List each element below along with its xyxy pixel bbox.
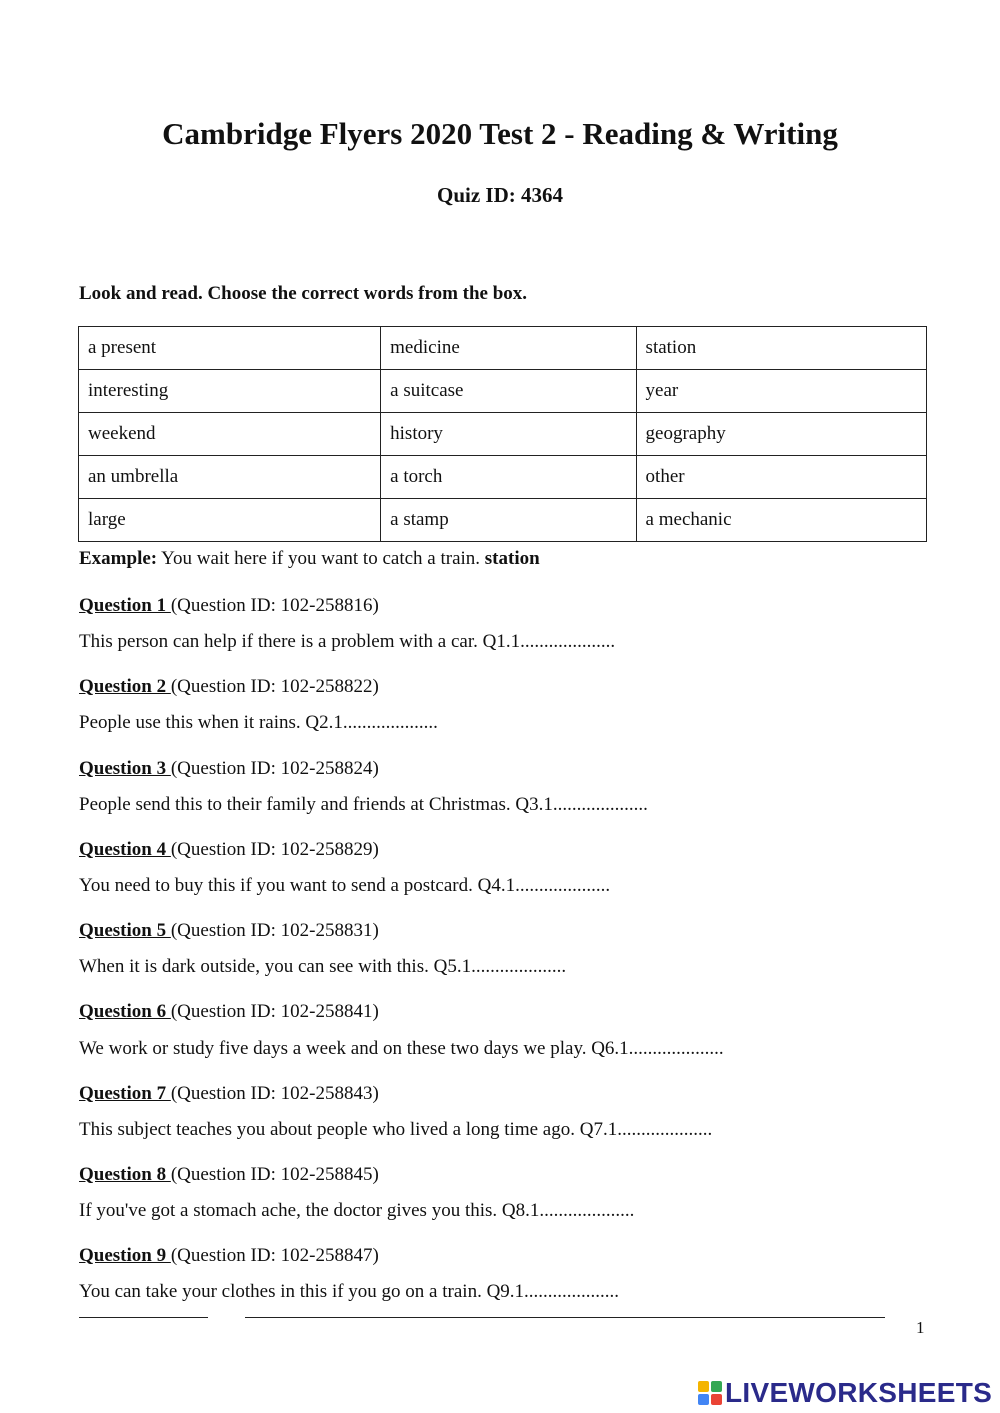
question-id: (Question ID: 102-258824) xyxy=(170,758,379,779)
question-heading xyxy=(79,839,379,861)
page-number: 1 xyxy=(916,1318,925,1337)
question-heading xyxy=(79,676,379,698)
question-heading xyxy=(79,758,379,780)
liveworksheets-icon xyxy=(697,1380,723,1406)
example-label: Example: xyxy=(79,548,158,569)
question-label: Question 4 xyxy=(79,839,171,860)
word-cell: a mechanic xyxy=(636,499,926,542)
question-heading xyxy=(79,1164,379,1186)
word-cell: a torch xyxy=(381,456,636,499)
question-heading xyxy=(79,1001,379,1023)
question-text[interactable]: You can take your clothes in this if you go on a train. Q9.1.................... xyxy=(79,1281,620,1302)
question-id: (Question ID: 102-258822) xyxy=(170,676,379,697)
word-cell: large xyxy=(79,499,381,542)
word-cell: interesting xyxy=(79,370,381,413)
word-box-row xyxy=(79,370,927,413)
word-cell: station xyxy=(636,327,926,370)
question-label: Question 8 xyxy=(79,1164,171,1185)
question-text[interactable]: People send this to their family and friends at Christmas. Q3.1.................... xyxy=(79,794,648,815)
word-cell: a suitcase xyxy=(381,370,636,413)
question-id: (Question ID: 102-258829) xyxy=(170,839,379,860)
brand-logo[interactable] xyxy=(697,1377,992,1409)
word-cell: history xyxy=(381,413,636,456)
footer-divider xyxy=(245,1317,885,1318)
question-text[interactable]: This person can help if there is a problem with a car. Q1.1.................... xyxy=(79,631,616,652)
question-heading xyxy=(79,1245,379,1267)
example-text: You wait here if you want to catch a train. xyxy=(157,548,485,569)
question-text[interactable]: This subject teaches you about people who lived a long time ago. Q7.1.................... xyxy=(79,1119,713,1140)
question-label: Question 1 xyxy=(79,595,171,616)
brand-name: LIVEWORKSHEETS xyxy=(725,1377,993,1408)
question-heading xyxy=(79,920,379,942)
word-box-row xyxy=(79,327,927,370)
word-cell: other xyxy=(636,456,926,499)
quiz-id: Quiz ID: 4364 xyxy=(437,183,563,207)
question-label: Question 3 xyxy=(79,758,171,779)
question-text[interactable]: We work or study five days a week and on these two days we play. Q6.1.................... xyxy=(79,1038,724,1059)
question-id: (Question ID: 102-258831) xyxy=(170,920,379,941)
word-cell: a stamp xyxy=(381,499,636,542)
word-cell: medicine xyxy=(381,327,636,370)
question-label: Question 7 xyxy=(79,1083,171,1104)
word-box-row xyxy=(79,456,927,499)
question-label: Question 2 xyxy=(79,676,171,697)
word-cell: year xyxy=(636,370,926,413)
question-id: (Question ID: 102-258845) xyxy=(170,1164,379,1185)
question-text[interactable]: People use this when it rains. Q2.1.................... xyxy=(79,712,438,733)
word-cell: an umbrella xyxy=(79,456,381,499)
word-box-row xyxy=(79,413,927,456)
question-id: (Question ID: 102-258816) xyxy=(170,595,379,616)
question-label: Question 9 xyxy=(79,1245,171,1266)
question-text[interactable]: You need to buy this if you want to send a postcard. Q4.1.................... xyxy=(79,875,611,896)
word-cell: a present xyxy=(79,327,381,370)
example xyxy=(79,548,540,570)
instruction: Look and read. Choose the correct words from the box. xyxy=(79,283,528,304)
question-label: Question 6 xyxy=(79,1001,171,1022)
question-id: (Question ID: 102-258847) xyxy=(170,1245,379,1266)
question-id: (Question ID: 102-258841) xyxy=(170,1001,379,1022)
page-title: Cambridge Flyers 2020 Test 2 - Reading & Writing xyxy=(162,116,838,151)
question-label: Question 5 xyxy=(79,920,171,941)
word-box-row xyxy=(79,499,927,542)
example-answer: station xyxy=(484,548,540,569)
question-text[interactable]: When it is dark outside, you can see with this. Q5.1.................... xyxy=(79,956,567,977)
question-heading xyxy=(79,1083,379,1105)
question-text[interactable]: If you've got a stomach ache, the doctor gives you this. Q8.1.................... xyxy=(79,1200,635,1221)
word-cell: geography xyxy=(636,413,926,456)
question-heading xyxy=(79,595,379,617)
word-box xyxy=(78,326,927,542)
question-id: (Question ID: 102-258843) xyxy=(170,1083,379,1104)
footer-divider xyxy=(79,1317,208,1318)
word-cell: weekend xyxy=(79,413,381,456)
